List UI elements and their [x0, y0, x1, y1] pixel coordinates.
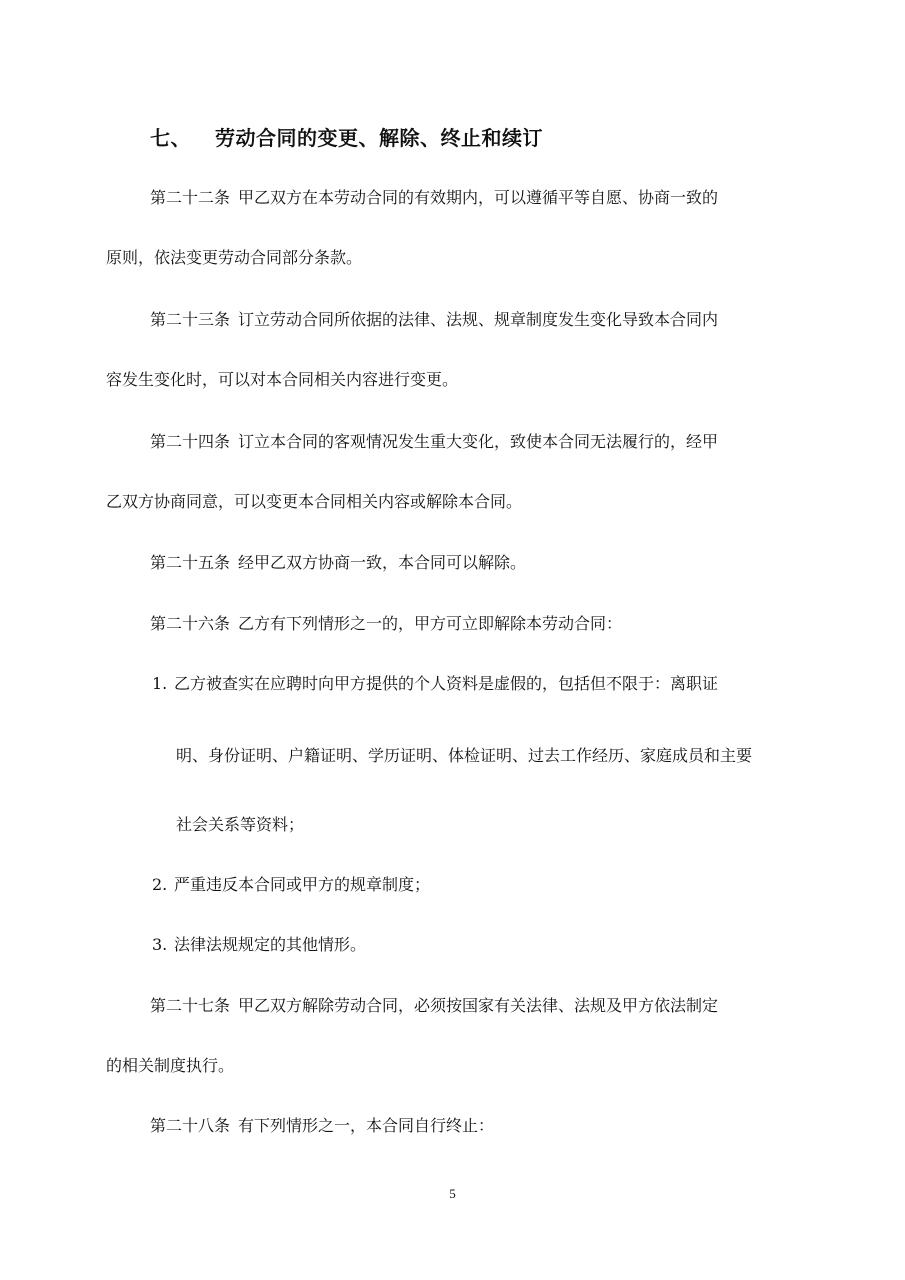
page-number: 5 [449, 1186, 456, 1201]
article-number: 第二十八条 [150, 1116, 231, 1135]
list-text: 严重违反本合同或甲方的规章制度； [174, 875, 431, 894]
article-text: 甲乙双方在本劳动合同的有效期内，可以遵循平等自愿、协商一致的 [238, 188, 719, 207]
list-item-1-line-3: 社会关系等资料； [176, 815, 305, 834]
list-item-1-line-1 [152, 674, 718, 694]
article-number: 第二十七条 [150, 996, 231, 1015]
article-number: 第二十二条 [150, 188, 231, 207]
article-26-line-1 [150, 614, 622, 634]
article-22-line-1 [150, 188, 718, 208]
article-number: 第二十三条 [150, 310, 231, 329]
list-item-3-line-1 [152, 935, 366, 955]
list-text: 乙方被查实在应聘时向甲方提供的个人资料是虚假的，包括但不限于：离职证 [174, 674, 719, 693]
article-number: 第二十四条 [150, 432, 231, 451]
article-number: 第二十五条 [150, 553, 231, 572]
article-27-line-1 [150, 996, 718, 1016]
article-28-line-1 [150, 1116, 494, 1136]
list-text: 法律法规规定的其他情形。 [174, 935, 367, 954]
article-text: 有下列情形之一，本合同自行终止： [238, 1116, 495, 1135]
article-23-line-2: 容发生变化时，可以对本合同相关内容进行变更。 [106, 370, 459, 389]
article-25-line-1 [150, 553, 526, 573]
list-marker: 3. [152, 935, 168, 954]
article-24-line-2: 乙双方协商同意，可以变更本合同相关内容或解除本合同。 [106, 492, 523, 511]
list-marker: 2. [152, 875, 168, 894]
article-text: 订立劳动合同所依据的法律、法规、规章制度发生变化导致本合同内 [238, 310, 719, 329]
article-text: 订立本合同的客观情况发生重大变化，致使本合同无法履行的，经甲 [238, 432, 719, 451]
list-marker: 1. [152, 674, 168, 693]
article-text: 经甲乙双方协商一致，本合同可以解除。 [238, 553, 527, 572]
article-23-line-1 [150, 310, 718, 330]
article-24-line-1 [150, 432, 718, 452]
section-title: 劳动合同的变更、解除、终止和续订 [215, 126, 543, 150]
article-text: 乙方有下列情形之一的，甲方可立即解除本劳动合同： [238, 614, 623, 633]
article-text: 甲乙双方解除劳动合同，必须按国家有关法律、法规及甲方依法制定 [238, 996, 719, 1015]
section-number: 七、 [150, 126, 191, 150]
list-item-1-line-2: 明、身份证明、户籍证明、学历证明、体检证明、过去工作经历、家庭成员和主要 [176, 746, 753, 765]
article-22-line-2: 原则，依法变更劳动合同部分条款。 [106, 248, 363, 267]
article-27-line-2: 的相关制度执行。 [106, 1056, 235, 1075]
article-number: 第二十六条 [150, 614, 231, 633]
list-item-2-line-1 [152, 875, 430, 895]
section-heading [150, 122, 543, 151]
